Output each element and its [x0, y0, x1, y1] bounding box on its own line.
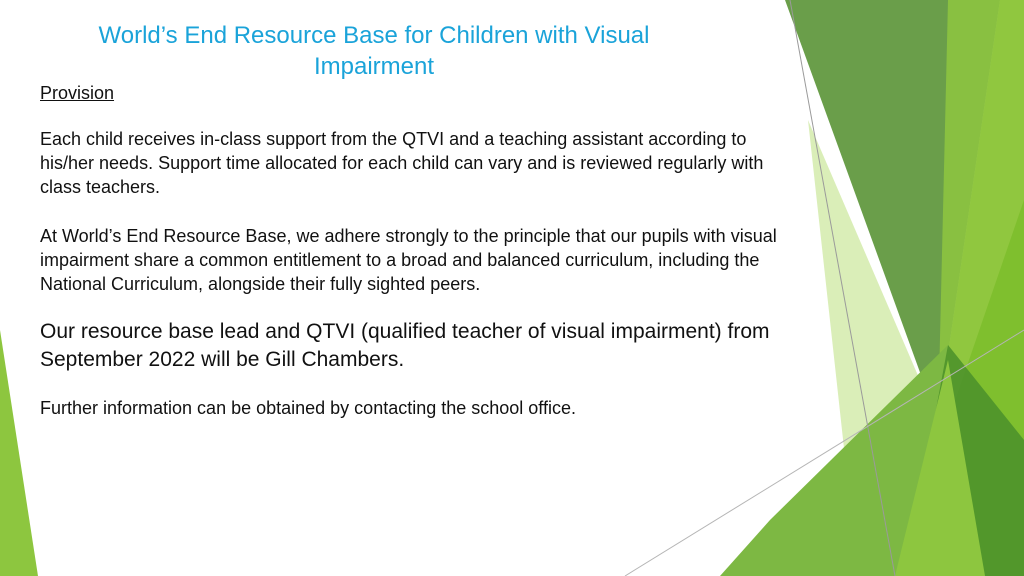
page-title: World’s End Resource Base for Children with Visual Impairment — [98, 22, 650, 80]
paragraph-support: Each child receives in-class support from the QTVI and a teaching assistant according to his/her needs. Support time allocated for each child can vary and is reviewed regularly with class teachers. — [40, 129, 764, 197]
paragraph-further-info: Further information can be obtained by contacting the school office. — [40, 398, 576, 418]
paragraph-lead-teacher: Our resource base lead and QTVI (qualified teacher of visual impairment) from September 2022 will be Gill Chambers. — [40, 320, 770, 371]
paragraph-curriculum: At World’s End Resource Base, we adhere strongly to the principle that our pupils with visual impairment share a common entitlement to a broad and balanced curriculum, including the National Curriculum, alongside their fully sighted peers. — [40, 226, 777, 294]
left-green-shape — [0, 330, 38, 576]
section-label-provision: Provision — [40, 83, 115, 103]
